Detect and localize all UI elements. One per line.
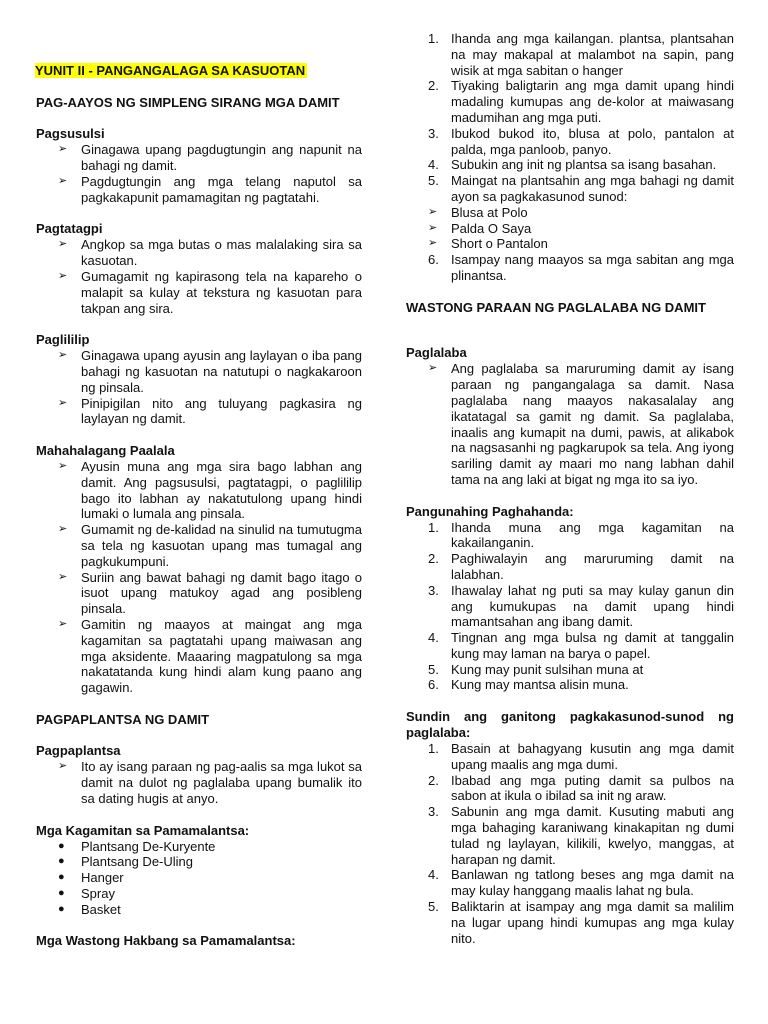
paghahanda-list [406,520,734,694]
list-item: ➢ Ayusin muna ang mga sira bago labhan ang damit. Ang pagsusulsi, pagtatagpi, o paglililip bago ito labhan ay nakatutulong upang hindi lumaki o lumala ang pinsala. [58,458,362,522]
arrow-bullet-icon: ➢ [58,570,68,583]
unit-title: YUNIT II - PANGANGALAGA SA KASUOTAN [35,63,306,78]
subheading-pagpaplantsa: Pagpaplantsa [36,743,121,759]
list-item: 1. Basain at bahagyang kusutin ang mga damit upang maalis ang mga dumi. [428,741,734,772]
arrow-bullet-icon: ➢ [58,349,68,362]
list-item: 1. Ihanda muna ang mga kagamitan na kakailanganin. [428,519,734,551]
list-item: ● Plantsang De-Kuryente [58,838,216,854]
list-item: ➢ Ginagawa upang pagdugtungin ang napunit na bahagi ng damit. [58,142,362,174]
bullet-icon: ● [58,839,65,852]
list-item: 5. Baliktarin at isampay ang mga damit sa malilim na lugar upang hindi kumupas ang mga kulay nito. [428,899,734,946]
sunod-list [406,741,734,946]
section-heading-pagpaplantsa: PAGPAPLANTSA NG DAMIT [36,711,210,727]
subheading-paghahanda: Pangunahing Paghahanda: [406,503,574,519]
left-column [36,63,362,949]
list-item: ➢ Suriin ang bawat bahagi ng damit bago itago o isuot upang matukoy agad ang posibleng pinsala. [58,569,362,617]
subheading-paglililip: Paglililip [36,332,90,348]
subheading-pagsusulsi: Pagsusulsi [36,126,105,142]
subheading-sunod: Sundin ang ganitong pagkakasunod-sunod ng paglalaba: [406,709,734,741]
list-item: ● Spray [58,886,115,902]
list-item: 3. Ihawalay lahat ng puti sa may kulay ganun din ang kumukupas na damit upang hindi mamantsahan ang ibang damit. [428,582,734,630]
subheading-paalala: Mahahalagang Paalala [36,442,175,458]
list-item: ● Plantsang De-Uling [58,854,194,870]
bullet-icon: ● [58,871,65,884]
arrow-bullet-icon: ➢ [58,523,68,536]
arrow-bullet-icon: ➢ [58,617,68,630]
list-item: 2. Tiyaking baligtarin ang mga damit upang hindi madaling kumupas ang de-kolor at maiwasang madumihan ang mga puti. [428,78,734,125]
list-item: ➢ Pinipigilan nito ang tuluyang pagkasira ng laylayan ng damit. [58,395,362,427]
hakbang-sublist [406,205,734,252]
list-item: 1. Ihanda ang mga kailangan. plantsa, plantsahan na may makapal at malambot na sapin, pang wisik at mga sabitan o hanger [428,31,734,78]
list-item: ➢ Ginagawa upang ayusin ang laylayan o iba pang bahagi ng kasuotan na natutupi o nagkakaroon ng pinsala. [58,348,362,395]
arrow-bullet-icon: ➢ [58,143,68,156]
pagtatagpi-list [36,237,362,316]
list-item: 2. Ibabad ang mga puting damit sa pulbos na sabon at ikula o ibilad sa init ng araw. [428,772,734,804]
list-item: ➢ Palda O Saya [428,220,532,236]
pagpaplantsa-list [36,759,362,806]
paglililip-list [36,348,362,427]
list-item: 6. Kung may mantsa alisin muna. [428,677,629,693]
bullet-icon: ● [58,855,65,868]
list-item: ➢ Gumamit ng de-kalidad na sinulid na tumutugma sa tela ng kasuotan upang mas tumagal ang pagkukumpuni. [58,522,362,569]
kagamitan-list [36,839,362,918]
section-heading-pag-aayos: PAG-AAYOS NG SIMPLENG SIRANG MGA DAMIT [36,94,340,110]
list-item: ● Basket [58,901,121,917]
list-item: 2. Paghiwalayin ang maruruming damit na lalabhan. [428,551,734,582]
section-heading-paglalaba: WASTONG PARAAN NG PAGLALABA NG DAMIT [406,299,706,315]
arrow-bullet-icon: ➢ [428,205,438,218]
list-item: 4. Subukin ang init ng plantsa sa isang basahan. [428,157,717,173]
subheading-hakbang: Mga Wastong Hakbang sa Pamamalantsa: [36,933,296,949]
arrow-bullet-icon: ➢ [428,221,438,234]
list-item: 3. Sabunin ang mga damit. Kusuting mabuti ang mga bahaging karaniwang kinakapitan ng dumi tulad ng laylayan, kilikili, kwelyo, manggas, at harapan ng damit. [428,804,734,867]
hakbang-list [406,31,734,205]
arrow-bullet-icon: ➢ [58,459,68,472]
pagsusulsi-list [36,142,362,205]
right-column [406,31,734,946]
list-item: ➢ Angkop sa mga butas o mas malalaking sira sa kasuotan. [58,237,362,269]
arrow-bullet-icon: ➢ [58,174,68,187]
list-item: ➢ Blusa at Polo [428,204,528,220]
list-item: 4. Tingnan ang mga bulsa ng damit at tanggalin kung may laman na barya o papel. [428,630,734,661]
bullet-icon: ● [58,902,65,915]
list-item: 3. Ibukod bukod ito, blusa at polo, pantalon at palda, mga panloob, panyo. [428,125,734,157]
arrow-bullet-icon: ➢ [428,362,438,375]
subheading-paglalaba: Paglalaba [406,345,467,361]
bullet-icon: ● [58,887,65,900]
list-item: ● Hanger [58,870,124,886]
arrow-bullet-icon: ➢ [58,396,68,409]
list-item: 5. Kung may punit sulsihan muna at [428,661,644,677]
list-item: 6. Isampay nang maayos sa mga sabitan ang mga plinantsa. [428,252,734,283]
arrow-bullet-icon: ➢ [428,237,438,250]
list-item: ➢ Pagdugtungin ang mga telang naputol sa pagkakapunit pamamagitan ng pagtatahi. [58,173,362,205]
subheading-kagamitan: Mga Kagamitan sa Pamamalantsa: [36,822,250,838]
list-item: ➢ Short o Pantalon [428,236,548,252]
list-item: ➢ Ito ay isang paraan ng pag-aalis sa mga lukot sa damit na dulot ng paglalaba upang bumalik ito sa dating hugis at anyo. [58,759,362,807]
paglalaba-list [406,361,734,487]
subheading-pagtatagpi: Pagtatagpi [36,221,103,237]
paalala-list [36,459,362,696]
hakbang-list-end [406,252,734,284]
arrow-bullet-icon: ➢ [58,238,68,251]
list-item: 4. Banlawan ng tatlong beses ang mga damit na may kulay hanggang maalis lahat ng bula. [428,867,734,899]
list-item: ➢ Gumagamit ng kapirasong tela na kapareho o malapit sa kulay at tekstura ng kasuotan para takpan ang sira. [58,268,362,316]
list-item: ➢ Gamitin ng maayos at maingat ang mga kagamitan sa pagtatahi upang maiwasan ang mga aksidente. Maaaring magpatulong sa mga nakatatanda kung hindi alam kung paano ang gagawin. [58,616,362,696]
arrow-bullet-icon: ➢ [58,760,68,773]
list-item: 5. Maingat na plantsahin ang mga bahagi ng damit ayon sa pagkakasunod sunod: [428,173,734,204]
arrow-bullet-icon: ➢ [58,269,68,282]
list-item: ➢ Ang paglalaba sa maruruming damit ay isang paraan ng pangangalaga sa damit. Nasa paglalaba nang maayos nakasalalay ang ikatatagal sa gamit ng damit. Sa paglalaba, inaalis ang kumapit na dumi, pawis, at alikabok na nagsasanhi ng pagkarupok sa tela. Ang iyong sariling damit ay maari mo nang labhan dahil tama na ang laki at bigat ng mga ito sa iyo. [428,361,734,487]
